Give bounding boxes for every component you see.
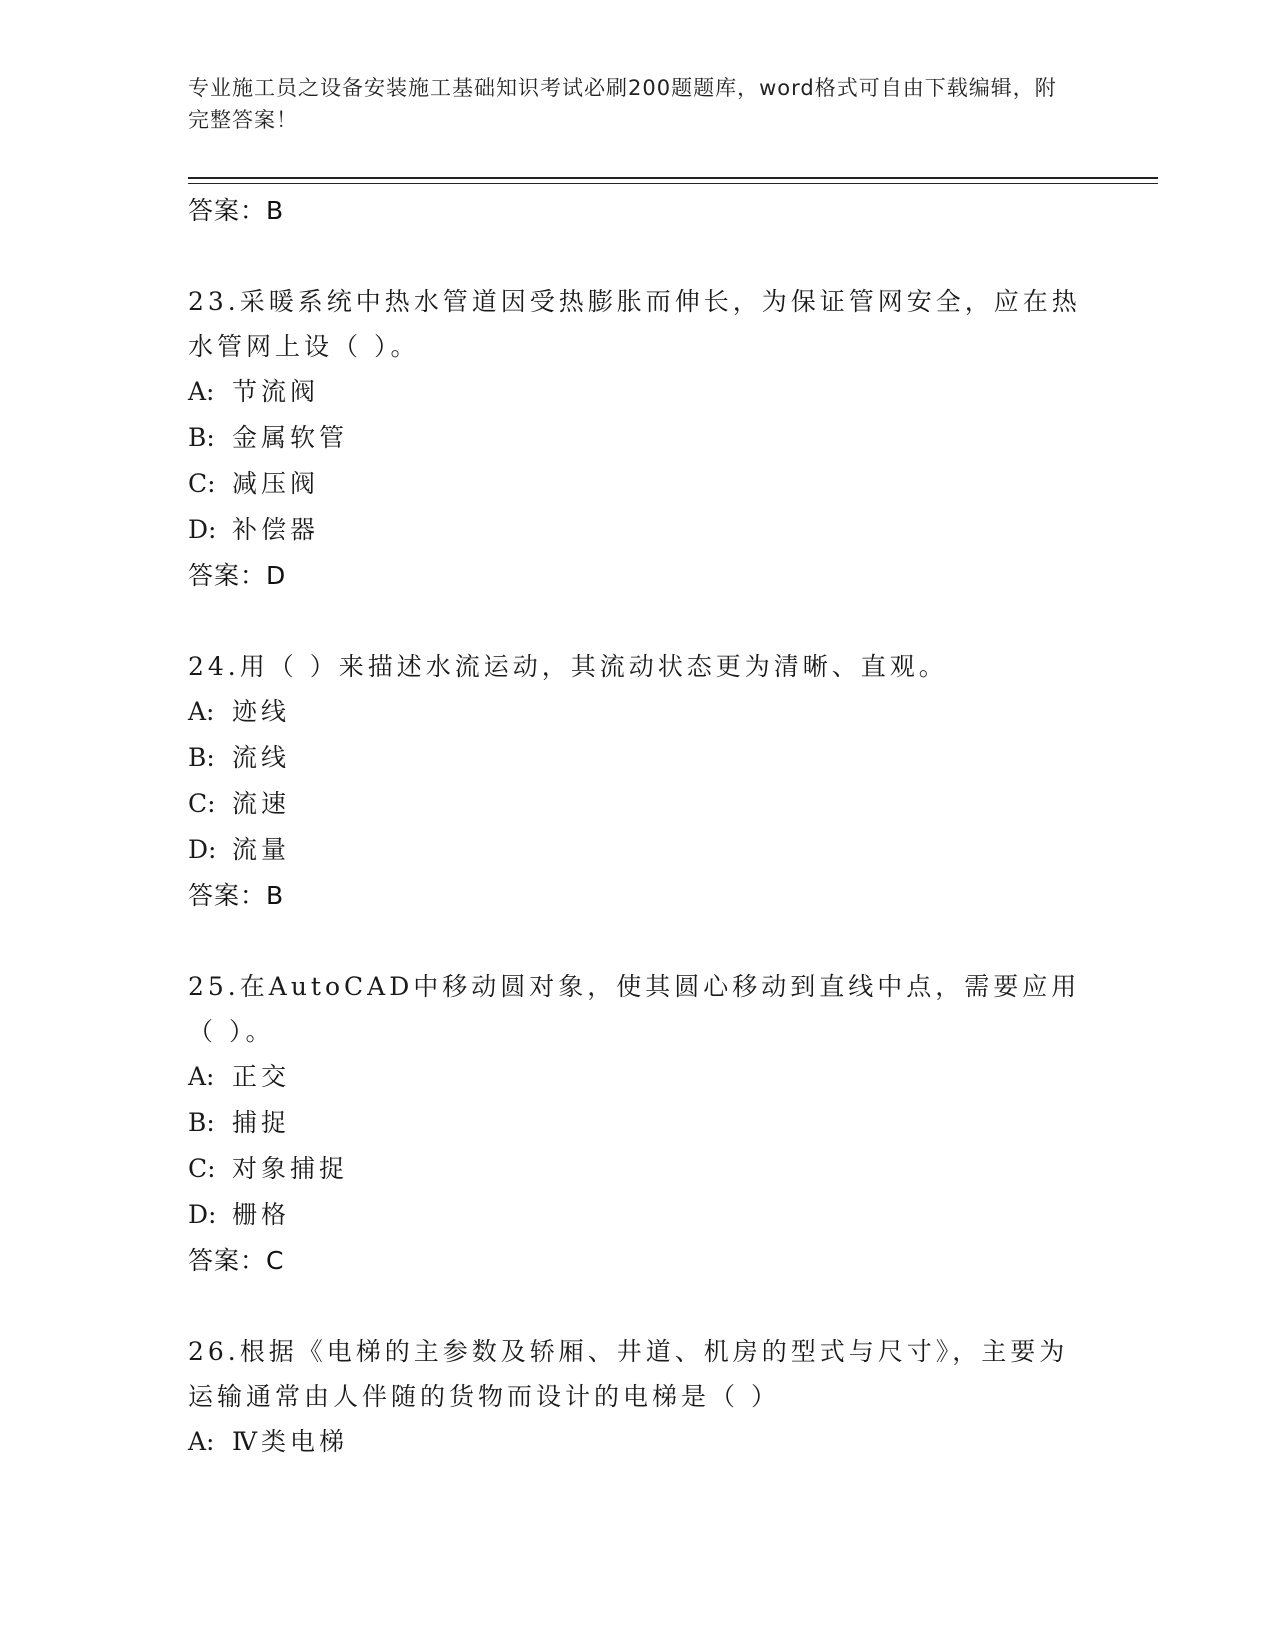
option-text: 金属软管 <box>232 423 349 452</box>
option-text: 流线 <box>232 743 291 772</box>
header-divider-thick <box>188 177 1158 179</box>
option-item <box>188 369 1088 415</box>
option-key: B: <box>188 743 215 772</box>
question-block <box>188 644 1088 919</box>
option-key: B: <box>188 1108 215 1137</box>
option-key: A: <box>188 1427 215 1456</box>
option-text: 流速 <box>232 789 291 818</box>
option-item <box>188 1192 1088 1238</box>
option-item <box>188 689 1088 735</box>
option-text: 流量 <box>232 835 291 864</box>
option-item <box>188 1146 1088 1192</box>
option-text: Ⅳ类电梯 <box>232 1427 348 1456</box>
option-text: 正交 <box>232 1062 291 1091</box>
option-key: C: <box>188 789 216 818</box>
option-text: 减压阀 <box>232 469 320 498</box>
option-key: B: <box>188 423 215 452</box>
question-text: 23.采暖系统中热水管道因受热膨胀而伸长，为保证管网安全，应在热水管网上设（ ）。 <box>188 287 1081 361</box>
question-block <box>188 964 1088 1284</box>
answer-line: 答案：B <box>188 881 285 910</box>
question-text: 26.根据《电梯的主参数及轿厢、井道、机房的型式与尺寸》，主要为运输通常由人伴随的货物而设计的电梯是（ ） <box>188 1337 1069 1411</box>
option-key: C: <box>188 469 216 498</box>
option-item <box>188 507 1088 553</box>
question-list <box>188 188 1088 1465</box>
option-text: 栅格 <box>232 1200 291 1229</box>
option-item <box>188 781 1088 827</box>
question-block <box>188 1329 1088 1465</box>
option-key: D: <box>188 835 217 864</box>
answer-line: 答案：C <box>188 1246 285 1275</box>
option-item <box>188 827 1088 873</box>
option-text: 节流阀 <box>232 377 320 406</box>
option-text: 迹线 <box>232 697 291 726</box>
option-item <box>188 1100 1088 1146</box>
answer-line: 答案：B <box>188 196 285 225</box>
option-item <box>188 1419 1088 1465</box>
option-item <box>188 415 1088 461</box>
option-text: 对象捕捉 <box>232 1154 349 1183</box>
answer-line: 答案：D <box>188 561 287 590</box>
option-text: 补偿器 <box>232 515 320 544</box>
question-block <box>188 279 1088 599</box>
option-item <box>188 461 1088 507</box>
option-text: 捕捉 <box>232 1108 291 1137</box>
option-key: A: <box>188 1062 215 1091</box>
option-item <box>188 735 1088 781</box>
option-key: A: <box>188 697 215 726</box>
option-key: C: <box>188 1154 216 1183</box>
question-text: 24.用（ ）来描述水流运动，其流动状态更为清晰、直观。 <box>188 652 948 681</box>
option-key: A: <box>188 377 215 406</box>
question-text: 25.在AutoCAD中移动圆对象，使其圆心移动到直线中点，需要应用（ ）。 <box>188 972 1081 1046</box>
header-divider-thin <box>188 183 1158 184</box>
option-key: D: <box>188 515 217 544</box>
option-key: D: <box>188 1200 217 1229</box>
option-item <box>188 1054 1088 1100</box>
document-header: 专业施工员之设备安装施工基础知识考试必刷200题题库，word格式可自由下载编辑，附完整答案！ <box>188 76 1057 132</box>
